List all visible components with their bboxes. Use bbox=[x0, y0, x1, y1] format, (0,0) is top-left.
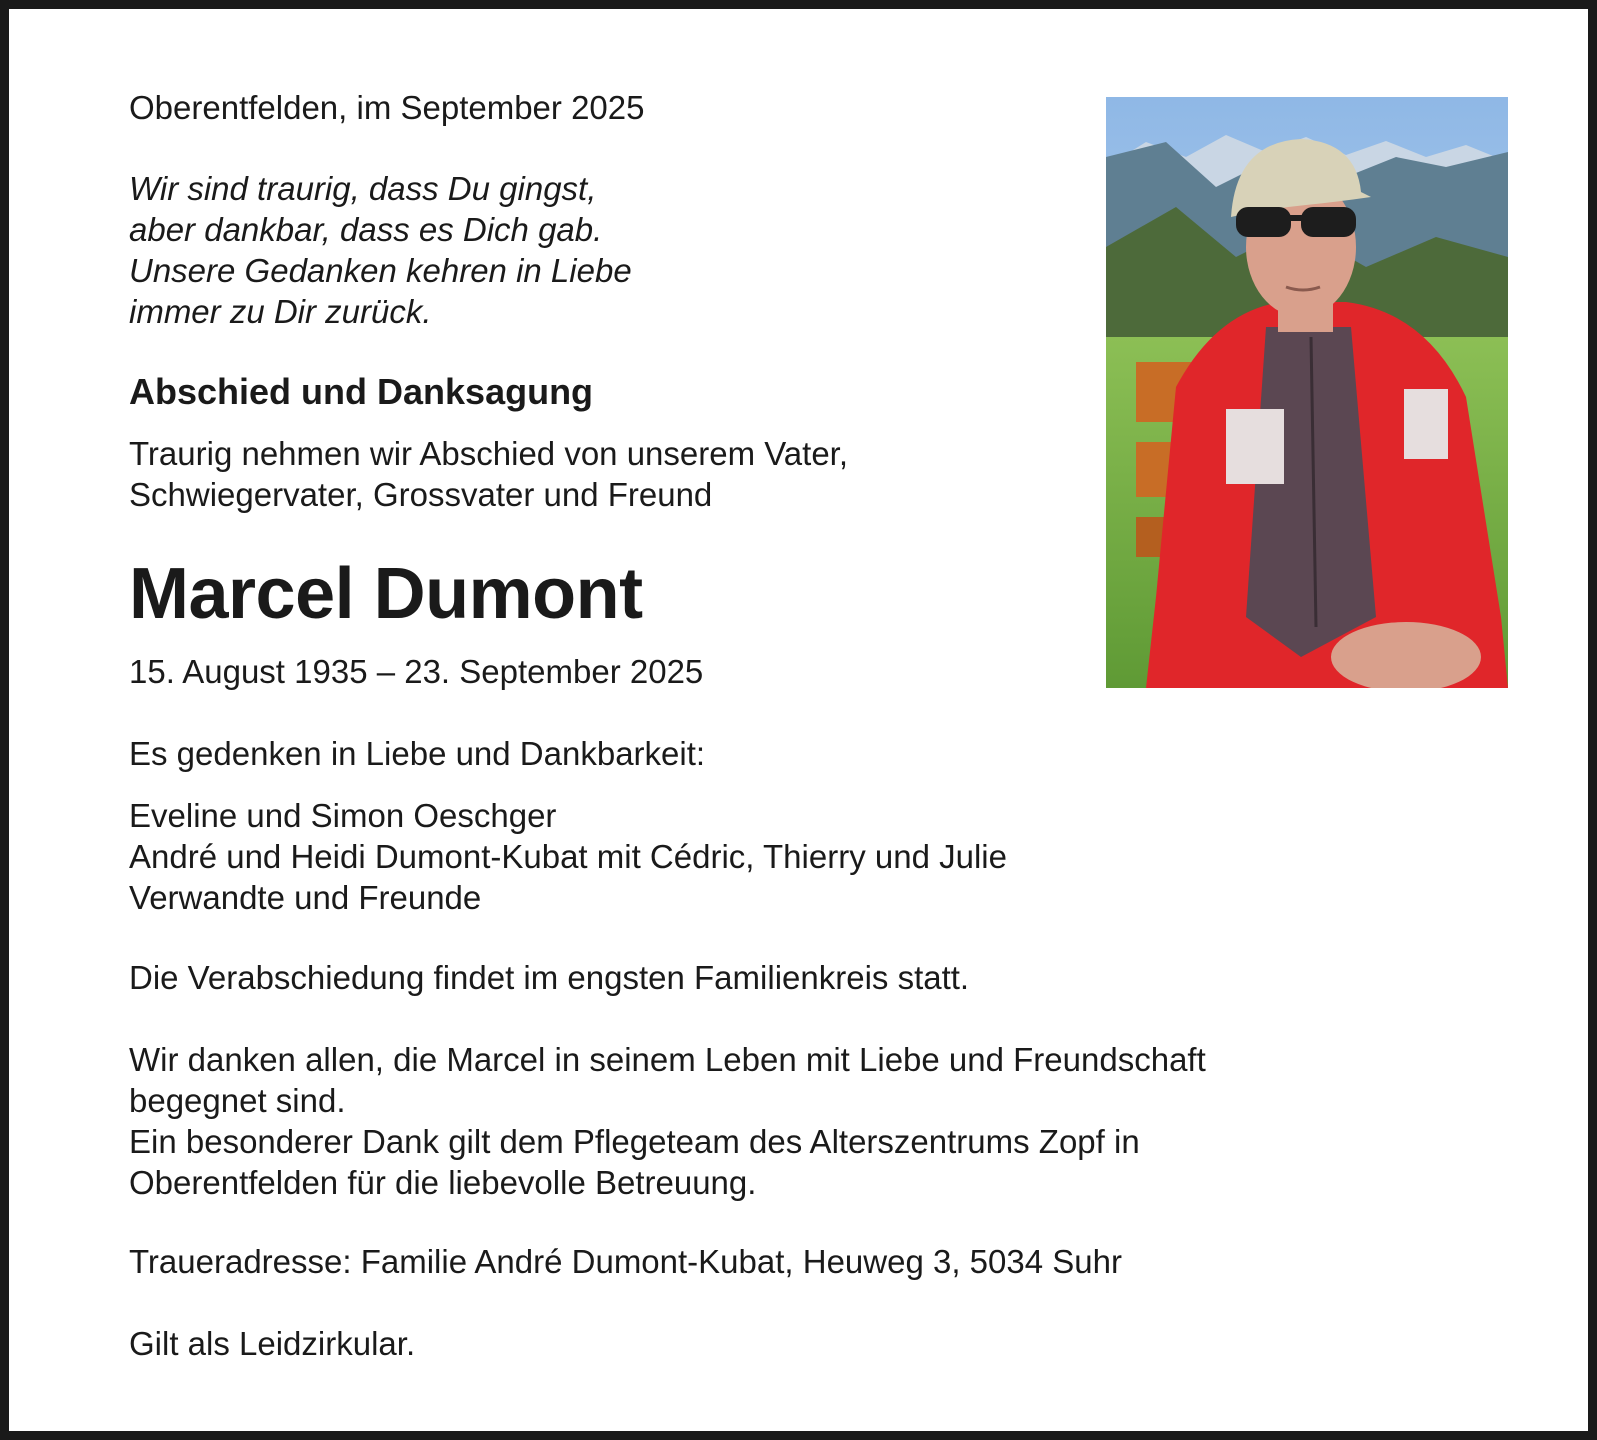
poem-line: immer zu Dir zurück. bbox=[129, 293, 432, 330]
thanks-line: Ein besonderer Dank gilt dem Pflegeteam des Alterszentrums Zopf in bbox=[129, 1123, 1140, 1160]
intro-line: Traurig nehmen wir Abschied von unserem Vater, bbox=[129, 435, 849, 472]
circular-note: Gilt als Leidzirkular. bbox=[129, 1325, 416, 1362]
mourners-list bbox=[129, 795, 1007, 918]
mourning-address: Traueradresse: Familie André Dumont-Kubat, Heuweg 3, 5034 Suhr bbox=[129, 1243, 1122, 1280]
thanks-line: Oberentfelden für die liebevolle Betreuung. bbox=[129, 1164, 757, 1201]
poem-line: aber dankbar, dass es Dich gab. bbox=[129, 211, 603, 248]
thanks-line: Wir danken allen, die Marcel in seinem Leben mit Liebe und Freundschaft bbox=[129, 1041, 1206, 1078]
thanks-line: begegnet sind. bbox=[129, 1082, 346, 1119]
mourner-line: André und Heidi Dumont-Kubat mit Cédric, Thierry und Julie bbox=[129, 838, 1007, 875]
notice-heading: Abschied und Danksagung bbox=[129, 371, 594, 412]
poem-line: Wir sind traurig, dass Du gingst, bbox=[129, 170, 597, 207]
poem bbox=[129, 168, 632, 332]
farewell-note: Die Verabschiedung findet im engsten Familienkreis statt. bbox=[129, 959, 970, 996]
portrait-photo bbox=[1106, 97, 1508, 688]
life-dates: 15. August 1935 – 23. September 2025 bbox=[129, 653, 704, 690]
mourner-line: Verwandte und Freunde bbox=[129, 879, 482, 916]
place-date: Oberentfelden, im September 2025 bbox=[129, 89, 645, 126]
remember-label: Es gedenken in Liebe und Dankbarkeit: bbox=[129, 735, 706, 772]
deceased-name: Marcel Dumont bbox=[129, 554, 643, 634]
portrait-photo-illustration bbox=[1106, 97, 1508, 688]
intro-text bbox=[129, 433, 848, 515]
mourner-line: Eveline und Simon Oeschger bbox=[129, 797, 557, 834]
intro-line: Schwiegervater, Grossvater und Freund bbox=[129, 476, 713, 513]
thanks-text bbox=[129, 1039, 1206, 1203]
poem-line: Unsere Gedanken kehren in Liebe bbox=[129, 252, 632, 289]
